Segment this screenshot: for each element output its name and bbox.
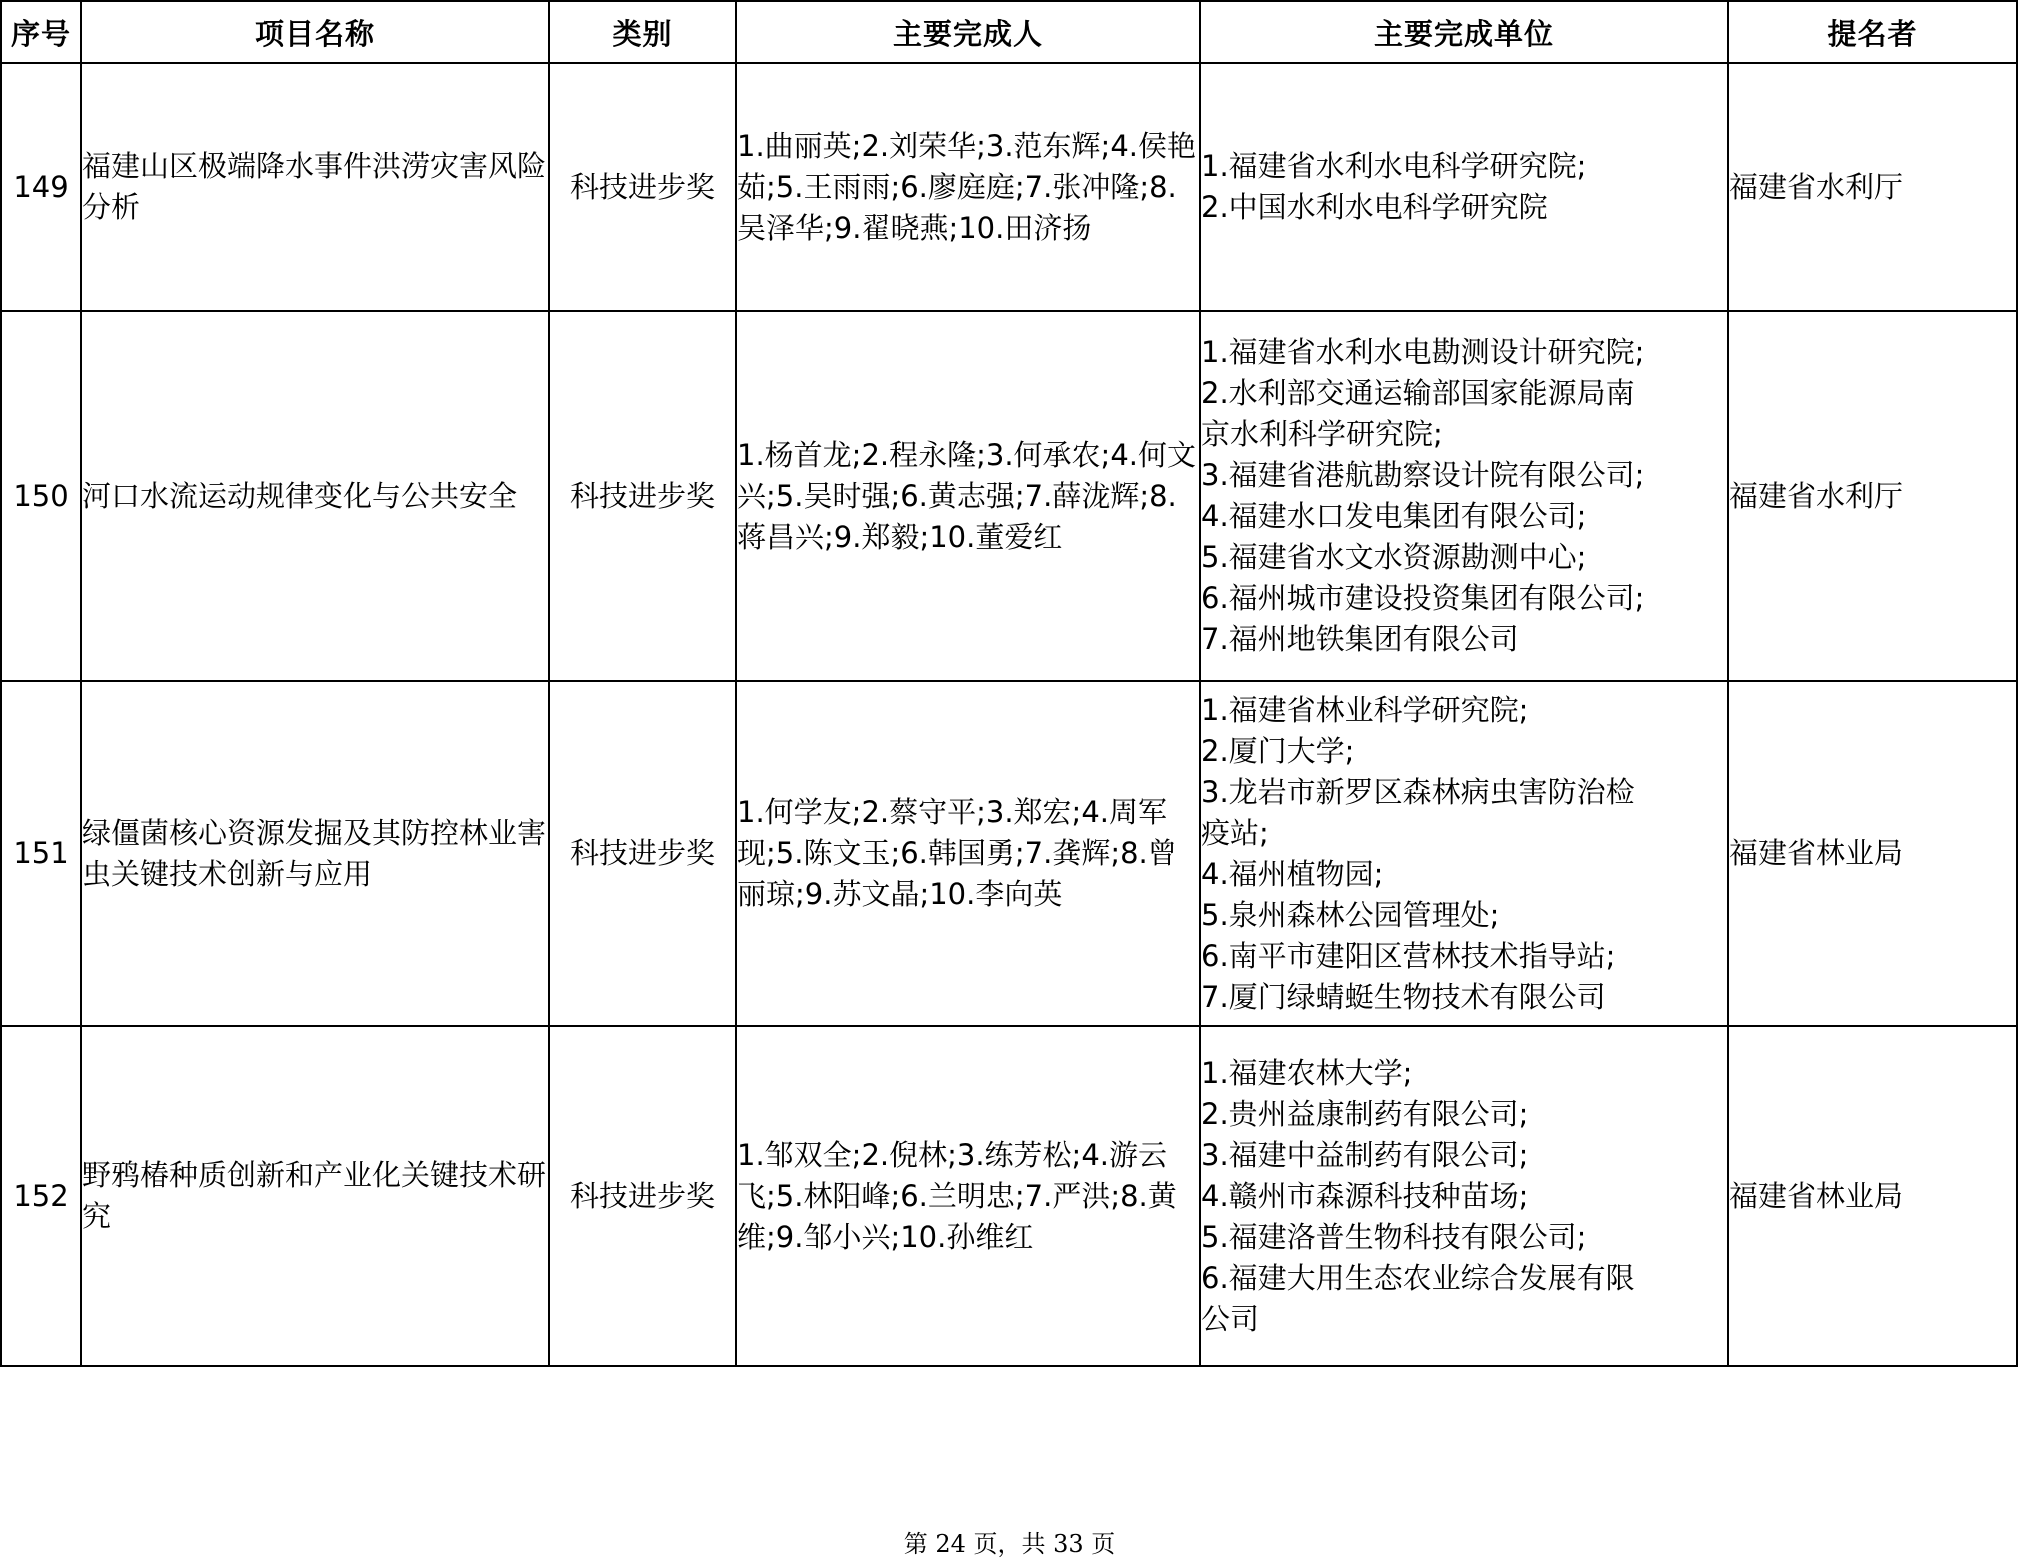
- project-name: 福建山区极端降水事件洪涝灾害风险分析: [81, 63, 549, 311]
- category: 科技进步奖: [549, 63, 736, 311]
- main-contributors: 1.何学友;2.蔡守平;3.郑宏;4.周军现;5.陈文玉;6.韩国勇;7.龚辉;8.曾丽琼;9.苏文晶;10.李向英: [736, 681, 1200, 1026]
- row-number: 152: [1, 1026, 81, 1366]
- header-nominator: 提名者: [1728, 1, 2017, 63]
- header-project-name: 项目名称: [81, 1, 549, 63]
- unit-line: 京水利科学研究院;: [1201, 417, 1443, 451]
- unit-line: 6.福州城市建设投资集团有限公司;: [1201, 581, 1645, 615]
- unit-line: 疫站;: [1201, 815, 1269, 850]
- unit-line: 1.福建省水利水电科学研究院;: [1201, 149, 1587, 183]
- unit-line: 公司: [1201, 1301, 1260, 1336]
- header-main-units: 主要完成单位: [1200, 1, 1728, 63]
- unit-line: 3.福建中益制药有限公司;: [1201, 1137, 1529, 1172]
- row-number: 151: [1, 681, 81, 1026]
- nominator: 福建省林业局: [1728, 1026, 2017, 1366]
- unit-line: 3.龙岩市新罗区森林病虫害防治检: [1201, 774, 1635, 809]
- unit-line: 2.厦门大学;: [1201, 733, 1355, 768]
- project-name: 河口水流运动规律变化与公共安全: [81, 311, 549, 681]
- unit-line: 5.泉州森林公园管理处;: [1201, 897, 1500, 932]
- unit-line: 1.福建省水利水电勘测设计研究院;: [1201, 335, 1645, 369]
- unit-line: 6.福建大用生态农业综合发展有限: [1201, 1260, 1635, 1295]
- main-contributors: 1.邹双全;2.倪林;3.练芳松;4.游云飞;5.林阳峰;6.兰明忠;7.严洪;8.黄维;9.邹小兴;10.孙维红: [736, 1026, 1200, 1366]
- nominator: 福建省水利厅: [1728, 311, 2017, 681]
- table-row: [1, 1026, 2017, 1366]
- unit-line: 4.福建水口发电集团有限公司;: [1201, 499, 1587, 533]
- nominator: 福建省林业局: [1728, 681, 2017, 1026]
- row-number: 150: [1, 311, 81, 681]
- table-row: [1, 63, 2017, 311]
- main-units: [1200, 1026, 1728, 1366]
- main-units: [1200, 311, 1728, 681]
- table-row: [1, 681, 2017, 1026]
- unit-line: 4.赣州市森源科技种苗场;: [1201, 1178, 1529, 1213]
- category: 科技进步奖: [549, 311, 736, 681]
- project-name: 野鸦椿种质创新和产业化关键技术研究: [81, 1026, 549, 1366]
- unit-line: 2.中国水利水电科学研究院: [1201, 190, 1548, 224]
- main-units: [1200, 681, 1728, 1026]
- row-number: 149: [1, 63, 81, 311]
- unit-line: 2.水利部交通运输部国家能源局南: [1201, 376, 1635, 410]
- main-units: [1200, 63, 1728, 311]
- unit-line: 4.福州植物园;: [1201, 856, 1384, 891]
- main-contributors: 1.曲丽英;2.刘荣华;3.范东辉;4.侯艳茹;5.王雨雨;6.廖庭庭;7.张冲隆;8.吴泽华;9.翟晓燕;10.田济扬: [736, 63, 1200, 311]
- header-no: 序号: [1, 1, 81, 63]
- table-row: [1, 311, 2017, 681]
- nominator: 福建省水利厅: [1728, 63, 2017, 311]
- page-footer: 第 24 页，共 33 页: [903, 1530, 1116, 1558]
- unit-line: 7.福州地铁集团有限公司: [1201, 622, 1519, 656]
- category: 科技进步奖: [549, 681, 736, 1026]
- unit-line: 1.福建农林大学;: [1201, 1055, 1413, 1090]
- unit-line: 2.贵州益康制药有限公司;: [1201, 1096, 1529, 1131]
- unit-line: 3.福建省港航勘察设计院有限公司;: [1201, 458, 1645, 492]
- unit-line: 1.福建省林业科学研究院;: [1201, 692, 1529, 727]
- unit-line: 7.厦门绿蜻蜓生物技术有限公司: [1201, 979, 1606, 1014]
- header-row: [1, 1, 2017, 63]
- category: 科技进步奖: [549, 1026, 736, 1366]
- main-contributors: 1.杨首龙;2.程永隆;3.何承农;4.何文兴;5.吴时强;6.黄志强;7.薛泷辉;8.蒋昌兴;9.郑毅;10.董爱红: [736, 311, 1200, 681]
- project-name: 绿僵菌核心资源发掘及其防控林业害虫关键技术创新与应用: [81, 681, 549, 1026]
- header-main-contributors: 主要完成人: [736, 1, 1200, 63]
- header-category: 类别: [549, 1, 736, 63]
- unit-line: 5.福建省水文水资源勘测中心;: [1201, 540, 1587, 574]
- unit-line: 5.福建洛普生物科技有限公司;: [1201, 1219, 1587, 1254]
- unit-line: 6.南平市建阳区营林技术指导站;: [1201, 938, 1616, 973]
